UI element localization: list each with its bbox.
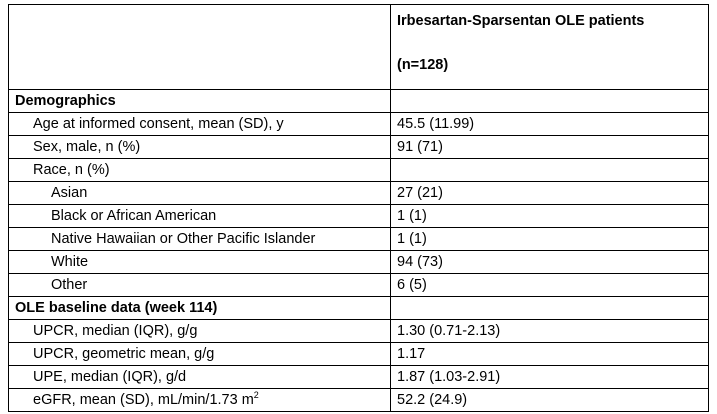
row-label: UPCR, geometric mean, g/g: [9, 343, 391, 366]
row-value: 91 (71): [391, 136, 709, 159]
row-value: 1 (1): [391, 205, 709, 228]
table-header-row: [9, 5, 709, 90]
row-label-cell: [9, 389, 391, 412]
row-label: White: [9, 251, 391, 274]
table-row: [9, 274, 709, 297]
row-label: Race, n (%): [9, 159, 391, 182]
group-size: (n=128): [397, 57, 449, 73]
row-value: 27 (21): [391, 182, 709, 205]
row-label: eGFR, mean (SD), mL/min/1.73 m: [33, 392, 254, 408]
table-row: [9, 389, 709, 412]
table-row: [9, 228, 709, 251]
row-value: 1.87 (1.03-2.91): [391, 366, 709, 389]
row-value: 1.17: [391, 343, 709, 366]
section-empty-cell: [391, 90, 709, 113]
section-empty-cell: [391, 297, 709, 320]
row-label: Asian: [9, 182, 391, 205]
row-value: 1.30 (0.71-2.13): [391, 320, 709, 343]
table-row: [9, 205, 709, 228]
table-row: [9, 343, 709, 366]
table-row: [9, 159, 709, 182]
row-label: UPCR, median (IQR), g/g: [9, 320, 391, 343]
table-row: [9, 136, 709, 159]
section-title: OLE baseline data (week 114): [9, 297, 391, 320]
row-label: Sex, male, n (%): [9, 136, 391, 159]
row-value: 1 (1): [391, 228, 709, 251]
row-value: [391, 159, 709, 182]
section-title: Demographics: [9, 90, 391, 113]
table-row: [9, 182, 709, 205]
table-row: [9, 320, 709, 343]
row-label: UPE, median (IQR), g/d: [9, 366, 391, 389]
section-row-ole-baseline: [9, 297, 709, 320]
row-value: 6 (5): [391, 274, 709, 297]
row-value: 52.2 (24.9): [391, 389, 709, 412]
row-label: Age at informed consent, mean (SD), y: [9, 113, 391, 136]
row-label: Black or African American: [9, 205, 391, 228]
row-label: Other: [9, 274, 391, 297]
table-row: [9, 251, 709, 274]
baseline-characteristics-table-wrapper: [8, 4, 709, 412]
section-row-demographics: [9, 90, 709, 113]
group-title: Irbesartan-Sparsentan OLE patients: [397, 13, 645, 29]
row-value: 94 (73): [391, 251, 709, 274]
table-row: [9, 366, 709, 389]
unit-superscript: 2: [253, 390, 259, 400]
baseline-characteristics-table: [8, 4, 709, 412]
table-row: [9, 113, 709, 136]
row-label: Native Hawaiian or Other Pacific Islander: [9, 228, 391, 251]
header-group-cell: [391, 5, 709, 90]
header-empty-cell: [9, 5, 391, 90]
row-value: 45.5 (11.99): [391, 113, 709, 136]
